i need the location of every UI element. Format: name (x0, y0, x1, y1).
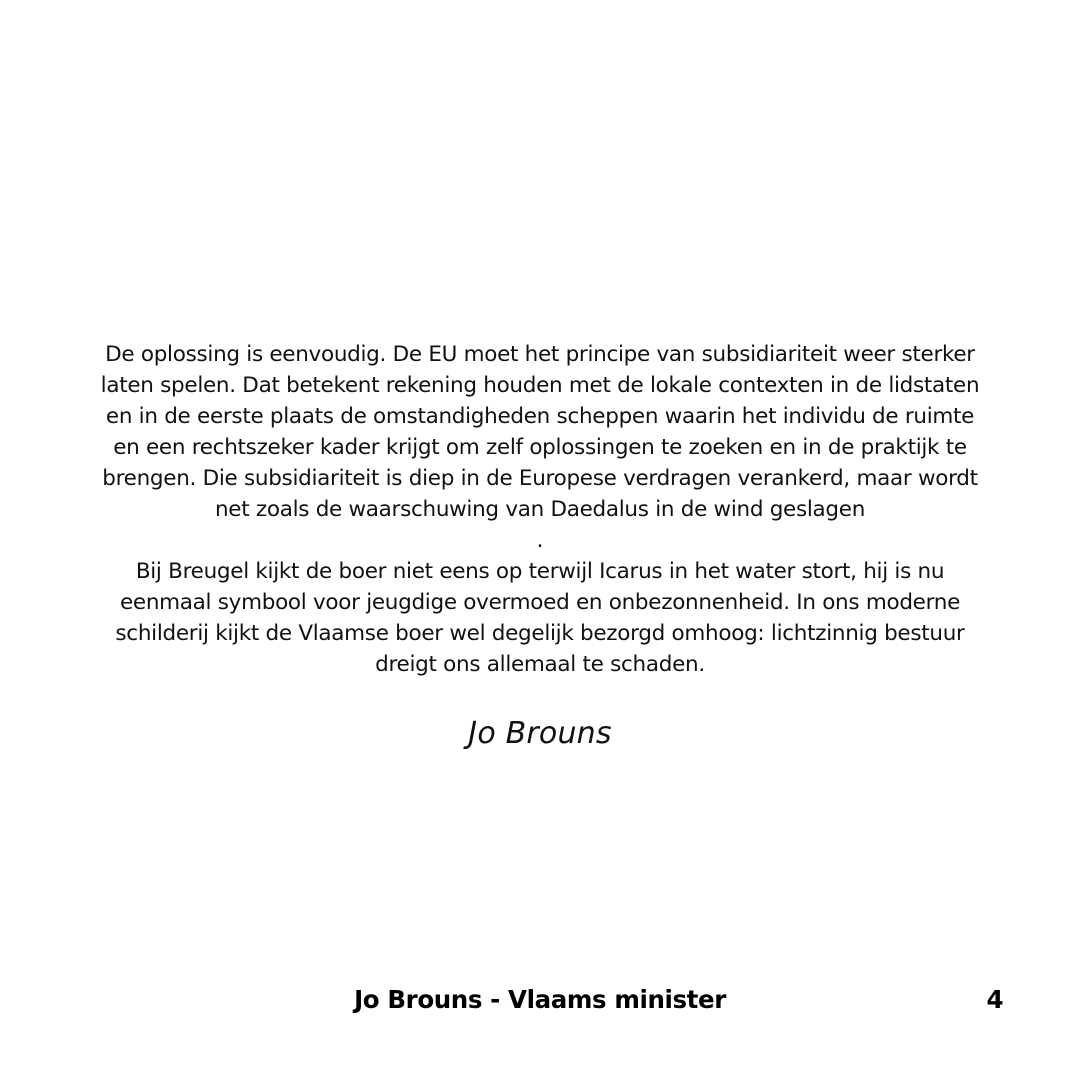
author-signature: Jo Brouns (468, 716, 612, 751)
paragraph-1: De oplossing is eenvoudig. De EU moet het principe van subsidiariteit weer sterker laten spelen. Dat betekent rekening houden met de lokale contexten in de lidstaten en in de eerste plaats de omstandigheden scheppen waarin het individu de ruimte en een rechtszeker kader krijgt om zelf oplossingen te zoeken en in de praktijk te brengen. Die subsidiariteit is diep in de Europese verdragen verankerd, maar wordt net zoals de waarschuwing van Daedalus in de wind geslagen (100, 342, 980, 522)
article-body (100, 339, 980, 754)
footer-title: Jo Brouns - Vlaams minister (354, 985, 726, 1014)
paragraph-2: Bij Breugel kijkt de boer niet eens op terwijl Icarus in het water stort, hij is nu eenmaal symbool voor jeugdige overmoed en onbezonnenheid. In ons moderne schilderij kijkt de Vlaamse boer wel degelijk bezorgd omhoog: lichtzinnig bestuur dreigt ons allemaal te schaden. (115, 559, 965, 677)
separator-dot: . (536, 528, 544, 553)
page-number: 4 (986, 985, 1004, 1014)
